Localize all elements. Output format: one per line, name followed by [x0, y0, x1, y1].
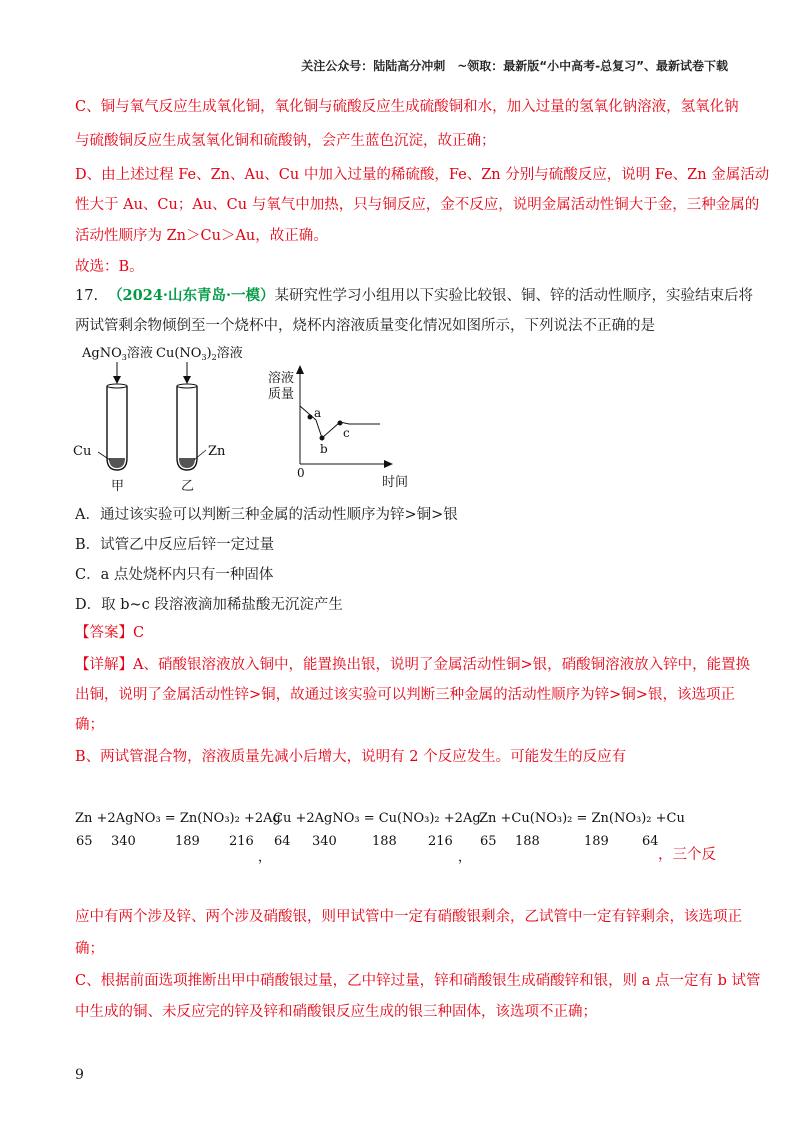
- analysis-b-tail: ，三个反: [658, 847, 716, 863]
- option-b: B．试管乙中反应后锌一定过量: [75, 537, 275, 553]
- option-c: C．a 点处烧杯内只有一种固体: [75, 567, 274, 583]
- tube-jia-label: 甲: [111, 479, 125, 494]
- prev-answer: 故选：B。: [75, 259, 144, 275]
- point-a: [308, 415, 313, 420]
- metal-zn-label: Zn: [208, 444, 226, 459]
- question-number: 17.: [75, 288, 99, 304]
- equation-1: Zn +2AgNO₃ = Zn(NO₃)₂ +2Ag: [75, 811, 281, 826]
- equation-3-mass-64: 64: [642, 834, 659, 849]
- analysis-a-line1: 【详解】A、硝酸银溶液放入铜中，能置换出银，说明了金属活动性铜>银，硝酸铜溶液放入锌中，能置换: [75, 657, 751, 673]
- equation-2-mass-188: 188: [372, 834, 397, 849]
- prev-d-line1: D、由上述过程 Fe、Zn、Au、Cu 中加入过量的稀硫酸，Fe、Zn 分别与硫酸反应，说明 Fe、Zn 金属活动: [75, 167, 770, 183]
- question-stem-line2: 两试管剩余物倾倒至一个烧杯中，烧杯内溶液质量变化情况如图所示，下列说法不正确的是: [75, 318, 655, 334]
- option-d: D．取 b~c 段溶液滴加稀盐酸无沉淀产生: [75, 597, 343, 613]
- tube2-reagent-label: $Cu(NO_3)_2$溶液: [156, 346, 243, 362]
- equation-3-mass-188: 188: [515, 834, 540, 849]
- question-stem-text1: 某研究性学习小组用以下实验比较银、铜、锌的活动性顺序，实验结束后将: [274, 288, 754, 304]
- analysis-b-line3: 确；: [75, 941, 104, 957]
- test-tube-jia: [98, 384, 127, 470]
- analysis-c-line1: C、根据前面选项推断出甲中硝酸银过量，乙中锌过量，锌和硝酸银生成硝酸锌和银，则 a 点一定有 b 试管: [75, 973, 761, 989]
- page-header: 关注公众号：陆陆高分冲刺 ~领取：最新版“小中高考-总复习”、最新试卷下载: [301, 59, 728, 73]
- point-b: [320, 436, 325, 441]
- equation-1-mass-65: 65: [76, 834, 93, 849]
- analysis-c-line2: 中生成的铜、未反应完的锌及锌和硝酸银反应生成的银三种固体，该选项不正确；: [75, 1004, 597, 1020]
- point-b-label: b: [320, 442, 328, 456]
- graph-xlabel: 时间: [382, 475, 409, 490]
- equation-sep-1: ，: [258, 850, 272, 865]
- question-stem-line1: [75, 287, 754, 305]
- graph-ylabel-line1: 溶液: [268, 371, 295, 386]
- equation-3-mass-65: 65: [480, 834, 497, 849]
- answer-label: 【答案】C: [75, 625, 145, 641]
- tube1-arrow: [113, 362, 121, 384]
- graph-ylabel-line2: 质量: [268, 387, 295, 402]
- point-a-label: a: [314, 406, 322, 420]
- equation-3: Zn +Cu(NO₃)₂ = Zn(NO₃)₂ +Cu: [479, 811, 685, 826]
- analysis-a-line3: 确；: [75, 717, 104, 733]
- equation-2-mass-216: 216: [428, 834, 453, 849]
- equation-1-mass-340: 340: [111, 834, 136, 849]
- prev-d-line2: 性大于 Au、Cu；Au、Cu 与氧气中加热，只与铜反应，金不反应，说明金属活动性铜大于金，三种金属的: [75, 197, 760, 213]
- point-c: [338, 421, 343, 426]
- equation-sep-2: ，: [458, 850, 472, 865]
- test-tube-yi: [177, 384, 206, 470]
- metal-cu-label: Cu: [73, 444, 92, 459]
- option-a: A．通过该实验可以判断三种金属的活动性顺序为锌>铜>银: [75, 507, 458, 523]
- tube-yi-label: 乙: [181, 479, 195, 494]
- prev-c-line1: C、铜与氧气反应生成氧化铜，氧化铜与硫酸反应生成硫酸铜和水，加入过量的氢氧化钠溶液，氢氧化钠: [75, 99, 739, 115]
- solution-mass-graph: [268, 365, 408, 490]
- equation-2-mass-64: 64: [274, 834, 291, 849]
- equation-2-mass-340: 340: [312, 834, 337, 849]
- analysis-b-line1: B、两试管混合物，溶液质量先减小后增大，说明有 2 个反应发生。可能发生的反应有: [75, 749, 627, 765]
- tube1-reagent-label: AgNO$_3$溶液: [82, 346, 153, 362]
- analysis-b-line2: 应中有两个涉及锌、两个涉及硝酸银，则甲试管中一定有硝酸银剩余，乙试管中一定有锌剩余，该选项正: [75, 909, 742, 925]
- equation-1-mass-216: 216: [229, 834, 254, 849]
- graph-origin: 0: [297, 466, 305, 480]
- tube2-arrow: [183, 362, 191, 384]
- point-c-label: c: [343, 426, 350, 440]
- equation-1-mass-189: 189: [175, 834, 200, 849]
- equation-2: Cu +2AgNO₃ = Cu(NO₃)₂ +2Ag: [273, 811, 481, 826]
- equation-3-mass-189: 189: [584, 834, 609, 849]
- page-number: 9: [75, 1067, 84, 1083]
- question-source: （2024·山东青岛·一模）: [108, 287, 275, 304]
- experiment-figure: [70, 340, 409, 500]
- prev-d-line3: 活动性顺序为 Zn＞Cu＞Au，故正确。: [75, 228, 328, 244]
- analysis-a-line2: 出铜，说明了金属活动性锌>铜，故通过该实验可以判断三种金属的活动性顺序为锌>铜>银，该选项正: [75, 687, 735, 703]
- prev-c-line2: 与硫酸铜反应生成氢氧化铜和硫酸钠，会产生蓝色沉淀，故正确；: [75, 133, 496, 149]
